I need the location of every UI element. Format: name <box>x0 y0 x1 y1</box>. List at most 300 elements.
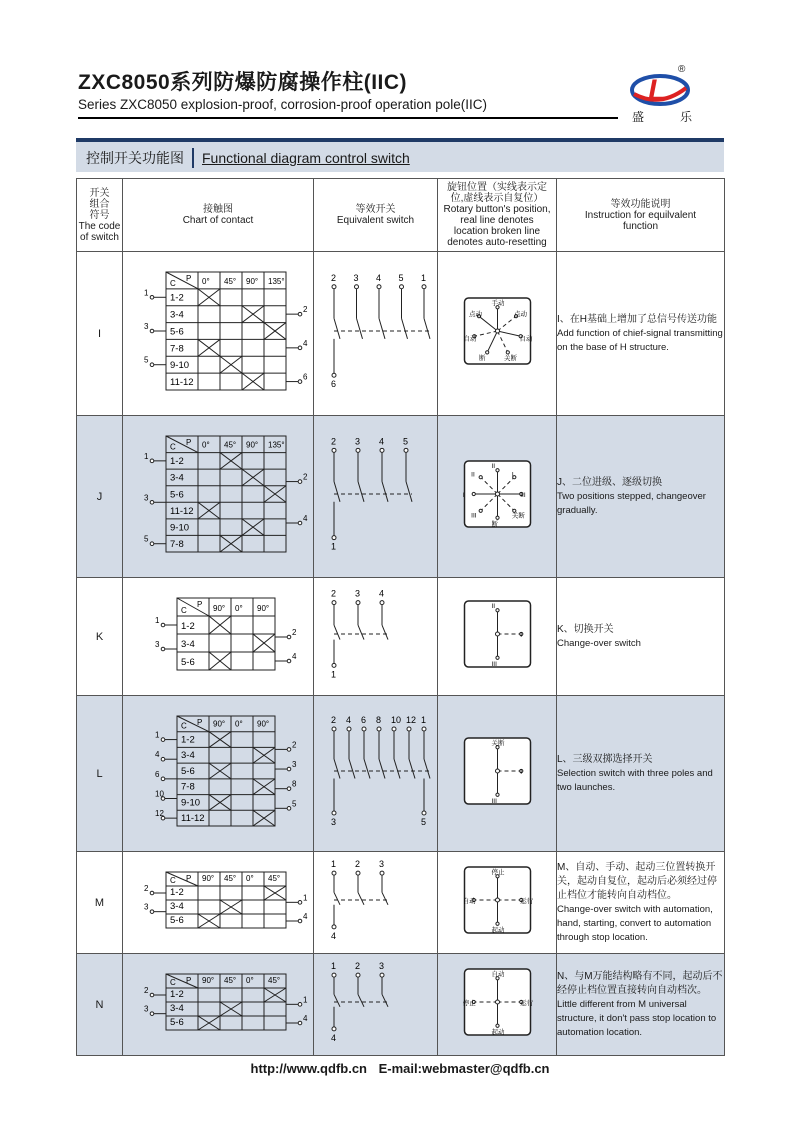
equivalent-switch <box>314 578 438 690</box>
switch-terminal <box>380 973 384 977</box>
knob-label: II <box>491 603 496 611</box>
knob-label: 起动 <box>491 926 505 934</box>
position-label: 90° <box>202 874 215 883</box>
equivalent-switch <box>314 696 438 846</box>
knob-position-diagram <box>438 252 557 410</box>
terminal-label: 2 <box>303 472 308 482</box>
description-cn: L、三级双掷选择开关 <box>557 753 653 765</box>
terminal-label: 3 <box>144 1004 149 1014</box>
terminal-label: 2 <box>292 628 297 637</box>
function-description <box>557 416 725 578</box>
knob-cell <box>438 252 557 416</box>
contact-label: 3-4 <box>181 750 195 762</box>
terminal-dot <box>150 542 154 546</box>
description-en: Add function of chief-signal transmitting on the base of H structure. <box>557 327 723 353</box>
switch-number: 1 <box>331 669 337 680</box>
header-c-label: C <box>181 721 187 731</box>
logo-char-1: 盛 <box>632 110 645 124</box>
knob-detent <box>496 516 499 519</box>
terminal-label: 4 <box>303 912 308 921</box>
terminal-dot <box>298 312 302 316</box>
terminal-label: 1 <box>144 288 149 298</box>
knob-detent <box>496 793 499 796</box>
section-title <box>86 148 410 168</box>
knob-detent <box>479 476 482 479</box>
terminal-dot <box>287 767 291 771</box>
knob-position-diagram <box>438 578 557 690</box>
switch-code <box>77 852 123 954</box>
contact-label: 1-2 <box>170 887 184 898</box>
terminal-label: 2 <box>144 884 149 893</box>
terminal-label: 3 <box>144 902 149 912</box>
knob-cell <box>438 416 557 578</box>
switch-blade <box>402 318 408 339</box>
terminal-label: 3 <box>144 322 149 331</box>
contact-label: 1-2 <box>181 734 195 746</box>
header-code <box>77 179 123 252</box>
switch-terminal <box>332 727 336 731</box>
knob-label: 关断 <box>491 740 505 748</box>
switch-blade <box>358 994 364 1006</box>
switch-code-label: N <box>95 998 104 1011</box>
function-table <box>76 178 725 1056</box>
switch-code <box>77 954 123 1056</box>
contact-grid <box>166 272 286 390</box>
position-label: 135° <box>268 440 285 450</box>
switch-number: 2 <box>355 859 361 870</box>
switch-blade <box>406 482 412 502</box>
switch-number: 4 <box>331 1032 337 1043</box>
switch-terminal <box>356 448 360 452</box>
knob-detent <box>479 509 482 512</box>
switch-number: 3 <box>331 817 337 827</box>
terminal-dot <box>150 295 154 299</box>
switch-blade <box>424 759 430 779</box>
table-row <box>77 252 725 416</box>
terminal-label: 5 <box>144 534 149 544</box>
position-label: 90° <box>213 604 226 613</box>
contact-label: 5-6 <box>181 657 195 668</box>
terminal-label: 8 <box>292 779 297 789</box>
terminal-dot <box>298 346 302 350</box>
switch-terminal <box>332 373 336 377</box>
header-c-label: C <box>170 278 176 288</box>
knob-detent <box>496 1024 499 1027</box>
terminal-label: 2 <box>292 740 297 750</box>
terminal-label: 1 <box>303 893 308 903</box>
position-label: 0° <box>202 276 210 286</box>
terminal-dot <box>287 659 291 663</box>
switch-number: 3 <box>353 272 359 283</box>
knob-center <box>496 492 500 496</box>
switch-terminal <box>332 1027 336 1031</box>
switch-number: 6 <box>361 715 367 725</box>
position-label: 45° <box>268 874 281 883</box>
terminal-dot <box>150 459 154 463</box>
switch-terminal <box>332 663 336 667</box>
header-c-label: C <box>170 876 176 885</box>
position-label: 90° <box>246 276 259 286</box>
description-en: Selection switch with three poles and two launches. <box>557 767 713 793</box>
terminal-dot <box>287 787 291 791</box>
knob-label: II <box>471 471 475 479</box>
contact-label: 9-10 <box>170 522 190 534</box>
switch-terminal <box>407 727 411 731</box>
knob-position-diagram <box>438 696 557 846</box>
contact-chart <box>123 252 314 410</box>
switch-code <box>77 416 123 578</box>
description-en: Change-over switch <box>557 637 641 649</box>
switch-number: 10 <box>391 715 402 725</box>
switch-number: 5 <box>421 817 427 827</box>
knob-label: III <box>491 797 497 805</box>
switch-blade <box>382 994 388 1006</box>
knob-cell <box>438 696 557 852</box>
switch-terminal <box>377 727 381 731</box>
equiv-cell <box>314 252 438 416</box>
switch-blade <box>334 994 340 1006</box>
knob-label: 自动 <box>519 335 533 343</box>
knob-label: 自动 <box>463 335 477 343</box>
table-row <box>77 416 725 578</box>
terminal-dot <box>150 500 154 504</box>
page-title: ZXC8050系列防爆防腐操作柱(IIC) <box>78 71 408 94</box>
switch-blade <box>382 482 388 502</box>
switch-code-label: M <box>94 896 105 909</box>
switch-code <box>77 252 123 416</box>
switch-terminal <box>356 973 360 977</box>
switch-blade <box>334 625 340 640</box>
switch-number: 3 <box>379 961 385 972</box>
contact-label: 1-2 <box>170 292 184 304</box>
knob-label: III <box>520 492 526 499</box>
knob-cell <box>438 954 557 1056</box>
header-equiv-en: Equivalent switch <box>336 215 415 226</box>
contact-label: 9-10 <box>170 360 190 372</box>
terminal-label: 1 <box>144 451 149 461</box>
header-knob-en: Rotary button's position, real line denotes location broken line denotes auto-resetting <box>443 204 551 248</box>
contact-label: 3-4 <box>170 472 184 484</box>
switch-number: 2 <box>331 715 337 725</box>
terminal-label: 4 <box>303 1014 308 1023</box>
knob-label: 关断 <box>511 512 525 520</box>
equivalent-switch <box>314 954 438 1050</box>
contact-label: 1-2 <box>170 989 184 1000</box>
description-en: Two positions stepped, changeover gradually. <box>557 490 706 516</box>
function-description <box>557 852 725 954</box>
description-cn: N、与M万能结构略有不同，起动后不经停止档位置直接转向自动档次。 <box>557 970 723 996</box>
switch-code-label: L <box>96 767 103 780</box>
table-row <box>77 578 725 696</box>
description-cn: J、二位进级、逐级切换 <box>557 476 662 488</box>
position-label: 45° <box>224 874 237 883</box>
header-p-label: P <box>197 600 203 609</box>
terminal-dot <box>150 329 154 333</box>
table-row <box>77 954 725 1056</box>
switch-terminal <box>356 871 360 875</box>
terminal-label: 2 <box>144 986 149 995</box>
knob-label: 断 <box>491 520 498 528</box>
header-contact-cn: 接触图 <box>203 204 233 215</box>
switch-number: 8 <box>376 715 382 725</box>
switch-terminal <box>356 601 360 605</box>
knob-label: 手动 <box>491 300 505 308</box>
terminal-dot <box>287 807 291 811</box>
switch-number: 4 <box>379 436 385 447</box>
switch-number: 4 <box>346 715 352 725</box>
function-description <box>557 252 725 416</box>
terminal-dot <box>161 757 165 761</box>
contact-label: 7-8 <box>181 781 195 793</box>
function-description <box>557 578 725 696</box>
position-label: 45° <box>224 276 237 286</box>
switch-number: 12 <box>406 715 417 725</box>
switch-number: 1 <box>421 715 427 725</box>
knob-detent <box>506 351 509 354</box>
switch-terminal <box>332 285 336 289</box>
terminal-dot <box>298 380 302 384</box>
header-p-label: P <box>186 438 192 447</box>
terminal-dot <box>298 919 302 923</box>
terminal-label: 5 <box>292 799 297 809</box>
knob-label: I <box>520 769 523 776</box>
contact-label: 5-6 <box>170 915 184 926</box>
knob-center <box>496 632 500 636</box>
knob-position-diagram <box>438 954 557 1050</box>
position-label: 45° <box>268 976 281 985</box>
knob-label: I <box>520 632 523 639</box>
terminal-label: 3 <box>144 493 149 503</box>
terminal-dot <box>298 480 302 484</box>
terminal-label: 1 <box>155 730 160 740</box>
contact-label: 5-6 <box>181 765 195 777</box>
contact-label: 7-8 <box>170 539 184 550</box>
switch-blade <box>379 318 385 339</box>
switch-number: 5 <box>403 436 409 447</box>
knob-detent <box>496 922 499 925</box>
contact-label: 11-12 <box>170 377 194 388</box>
header-func <box>557 179 725 252</box>
header-contact-en: Chart of contact <box>182 215 254 226</box>
switch-blade <box>334 759 340 779</box>
description-en: Little different from M universal structure, it don't pass stop location to automation location. <box>557 998 717 1038</box>
contact-label: 7-8 <box>170 343 184 355</box>
switch-number: 2 <box>355 961 361 972</box>
knob-detent <box>496 469 499 472</box>
footer <box>0 1061 800 1076</box>
footer-url[interactable]: http://www.qdfb.cn <box>250 1061 367 1076</box>
switch-terminal <box>332 536 336 540</box>
equivalent-switch <box>314 852 438 948</box>
terminal-label: 6 <box>155 769 160 779</box>
knob-center <box>496 1000 500 1004</box>
terminal-label: 5 <box>144 355 149 365</box>
knob-label: 自动 <box>462 898 476 905</box>
knob-label: 点动 <box>469 311 483 319</box>
knob-cell <box>438 852 557 954</box>
switch-blade <box>334 892 340 904</box>
switch-number: 5 <box>398 272 404 283</box>
terminal-dot <box>298 1021 302 1025</box>
switch-terminal <box>332 601 336 605</box>
contact-label: 9-10 <box>181 797 201 809</box>
equiv-cell <box>314 852 438 954</box>
header-c-label: C <box>170 442 176 452</box>
knob-center <box>496 769 500 773</box>
switch-blade <box>382 892 388 904</box>
switch-terminal <box>362 727 366 731</box>
terminal-dot <box>298 901 302 905</box>
switch-blade <box>364 759 370 779</box>
switch-terminal <box>400 285 404 289</box>
switch-terminal <box>347 727 351 731</box>
table-row <box>77 852 725 954</box>
equivalent-switch <box>314 416 438 572</box>
switch-number: 1 <box>331 541 337 552</box>
terminal-dot <box>150 910 154 914</box>
switch-terminal <box>355 285 359 289</box>
header-knob <box>438 179 557 252</box>
switch-blade <box>358 625 364 640</box>
terminal-label: 10 <box>155 789 164 799</box>
switch-number: 2 <box>331 272 337 283</box>
position-label: 90° <box>257 719 270 729</box>
switch-blade <box>357 318 363 339</box>
terminal-label: 4 <box>303 514 308 523</box>
contact-cell <box>123 416 314 578</box>
knob-center <box>496 898 500 902</box>
terminal-dot <box>161 623 165 627</box>
contact-chart <box>123 852 314 948</box>
position-label: 0° <box>246 976 254 985</box>
knob-label: 起动 <box>491 1028 505 1036</box>
knob-label: 停止 <box>462 1000 476 1007</box>
section-title-cn: 控制开关功能图 <box>86 148 194 168</box>
contact-label: 3-4 <box>181 639 195 650</box>
contact-label: 11-12 <box>181 813 205 824</box>
terminal-label: 3 <box>292 760 297 770</box>
contact-label: 5-6 <box>170 326 184 338</box>
terminal-dot <box>298 1003 302 1007</box>
knob-position-diagram <box>438 416 557 572</box>
switch-terminal <box>380 871 384 875</box>
knob-label: III <box>471 512 477 520</box>
switch-terminal <box>332 925 336 929</box>
switch-code <box>77 578 123 696</box>
registered-mark: ® <box>678 64 686 75</box>
knob-label: II <box>491 463 496 471</box>
terminal-label: 6 <box>303 372 308 382</box>
switch-blade <box>349 759 355 779</box>
contact-cell <box>123 954 314 1056</box>
contact-chart <box>123 696 314 846</box>
knob-label: III <box>491 660 497 668</box>
knob-label: 停止 <box>491 869 505 877</box>
terminal-dot <box>287 748 291 752</box>
switch-number: 1 <box>331 859 337 870</box>
terminal-dot <box>161 647 165 651</box>
contact-chart <box>123 954 314 1050</box>
terminal-label: 1 <box>303 995 308 1005</box>
knob-label: I <box>511 471 514 479</box>
switch-terminal <box>332 973 336 977</box>
knob-detent <box>472 492 475 495</box>
switch-blade <box>379 759 385 779</box>
header-c-label: C <box>170 978 176 987</box>
position-label: 90° <box>246 440 259 450</box>
header-equiv <box>314 179 438 252</box>
knob-detent <box>496 609 499 612</box>
header-contact <box>123 179 314 252</box>
switch-terminal <box>422 811 426 815</box>
switch-code <box>77 696 123 852</box>
knob-label: 运行 <box>520 1000 534 1007</box>
page-subtitle: Series ZXC8050 explosion-proof, corrosion-proof operation pole(IIC) <box>78 97 487 112</box>
switch-blade <box>394 759 400 779</box>
contact-cell <box>123 578 314 696</box>
contact-cell <box>123 852 314 954</box>
contact-chart <box>123 416 314 572</box>
position-label: 0° <box>246 874 254 883</box>
footer-email[interactable]: E-mail:webmaster@qdfb.cn <box>378 1061 550 1076</box>
position-label: 90° <box>202 976 215 985</box>
header-p-label: P <box>186 976 192 985</box>
header-knob-cn: 旋钮位置（实线表示定位,虚线表示自复位） <box>447 182 547 204</box>
header-p-label: P <box>186 274 192 283</box>
title-rule <box>78 117 618 119</box>
contact-label: 1-2 <box>170 456 184 468</box>
switch-terminal <box>380 448 384 452</box>
knob-detent <box>486 351 489 354</box>
switch-blade <box>334 482 340 502</box>
contact-cell <box>123 696 314 852</box>
description-en: Change-over switch with automation, hand, starting, convert to automation through stop location. <box>557 903 713 943</box>
switch-number: 2 <box>331 436 337 447</box>
terminal-label: 4 <box>303 338 308 348</box>
table-header-row <box>77 179 725 252</box>
contact-label: 3-4 <box>170 901 184 912</box>
switch-terminal <box>332 811 336 815</box>
knob-label: 关断 <box>503 354 517 362</box>
switch-blade <box>409 759 415 779</box>
function-description <box>557 954 725 1056</box>
position-label: 90° <box>213 719 226 729</box>
switch-terminal <box>332 448 336 452</box>
header-p-label: P <box>197 718 203 727</box>
terminal-dot <box>161 777 165 781</box>
terminal-dot <box>298 521 302 525</box>
terminal-dot <box>161 738 165 742</box>
contact-chart <box>123 578 314 690</box>
terminal-label: 4 <box>155 750 160 760</box>
contact-label: 3-4 <box>170 309 184 321</box>
contact-cell <box>123 252 314 416</box>
switch-code-label: J <box>96 490 103 503</box>
terminal-dot <box>287 635 291 639</box>
switch-number: 3 <box>355 436 361 447</box>
switch-number: 6 <box>331 379 337 390</box>
position-label: 45° <box>224 976 237 985</box>
switch-terminal <box>332 871 336 875</box>
switch-code-label: I <box>97 327 102 340</box>
header-func-cn: 等效功能说明 <box>610 198 671 210</box>
position-label: 0° <box>202 440 210 450</box>
equiv-cell <box>314 696 438 852</box>
description-cn: M、自动、手动、起动三位置转换开关，起动自复位，起动后必须经过停止档位才能转向自动档位。 <box>557 861 717 901</box>
terminal-dot <box>150 1012 154 1016</box>
terminal-dot <box>150 891 154 895</box>
contact-label: 5-6 <box>170 1017 184 1028</box>
